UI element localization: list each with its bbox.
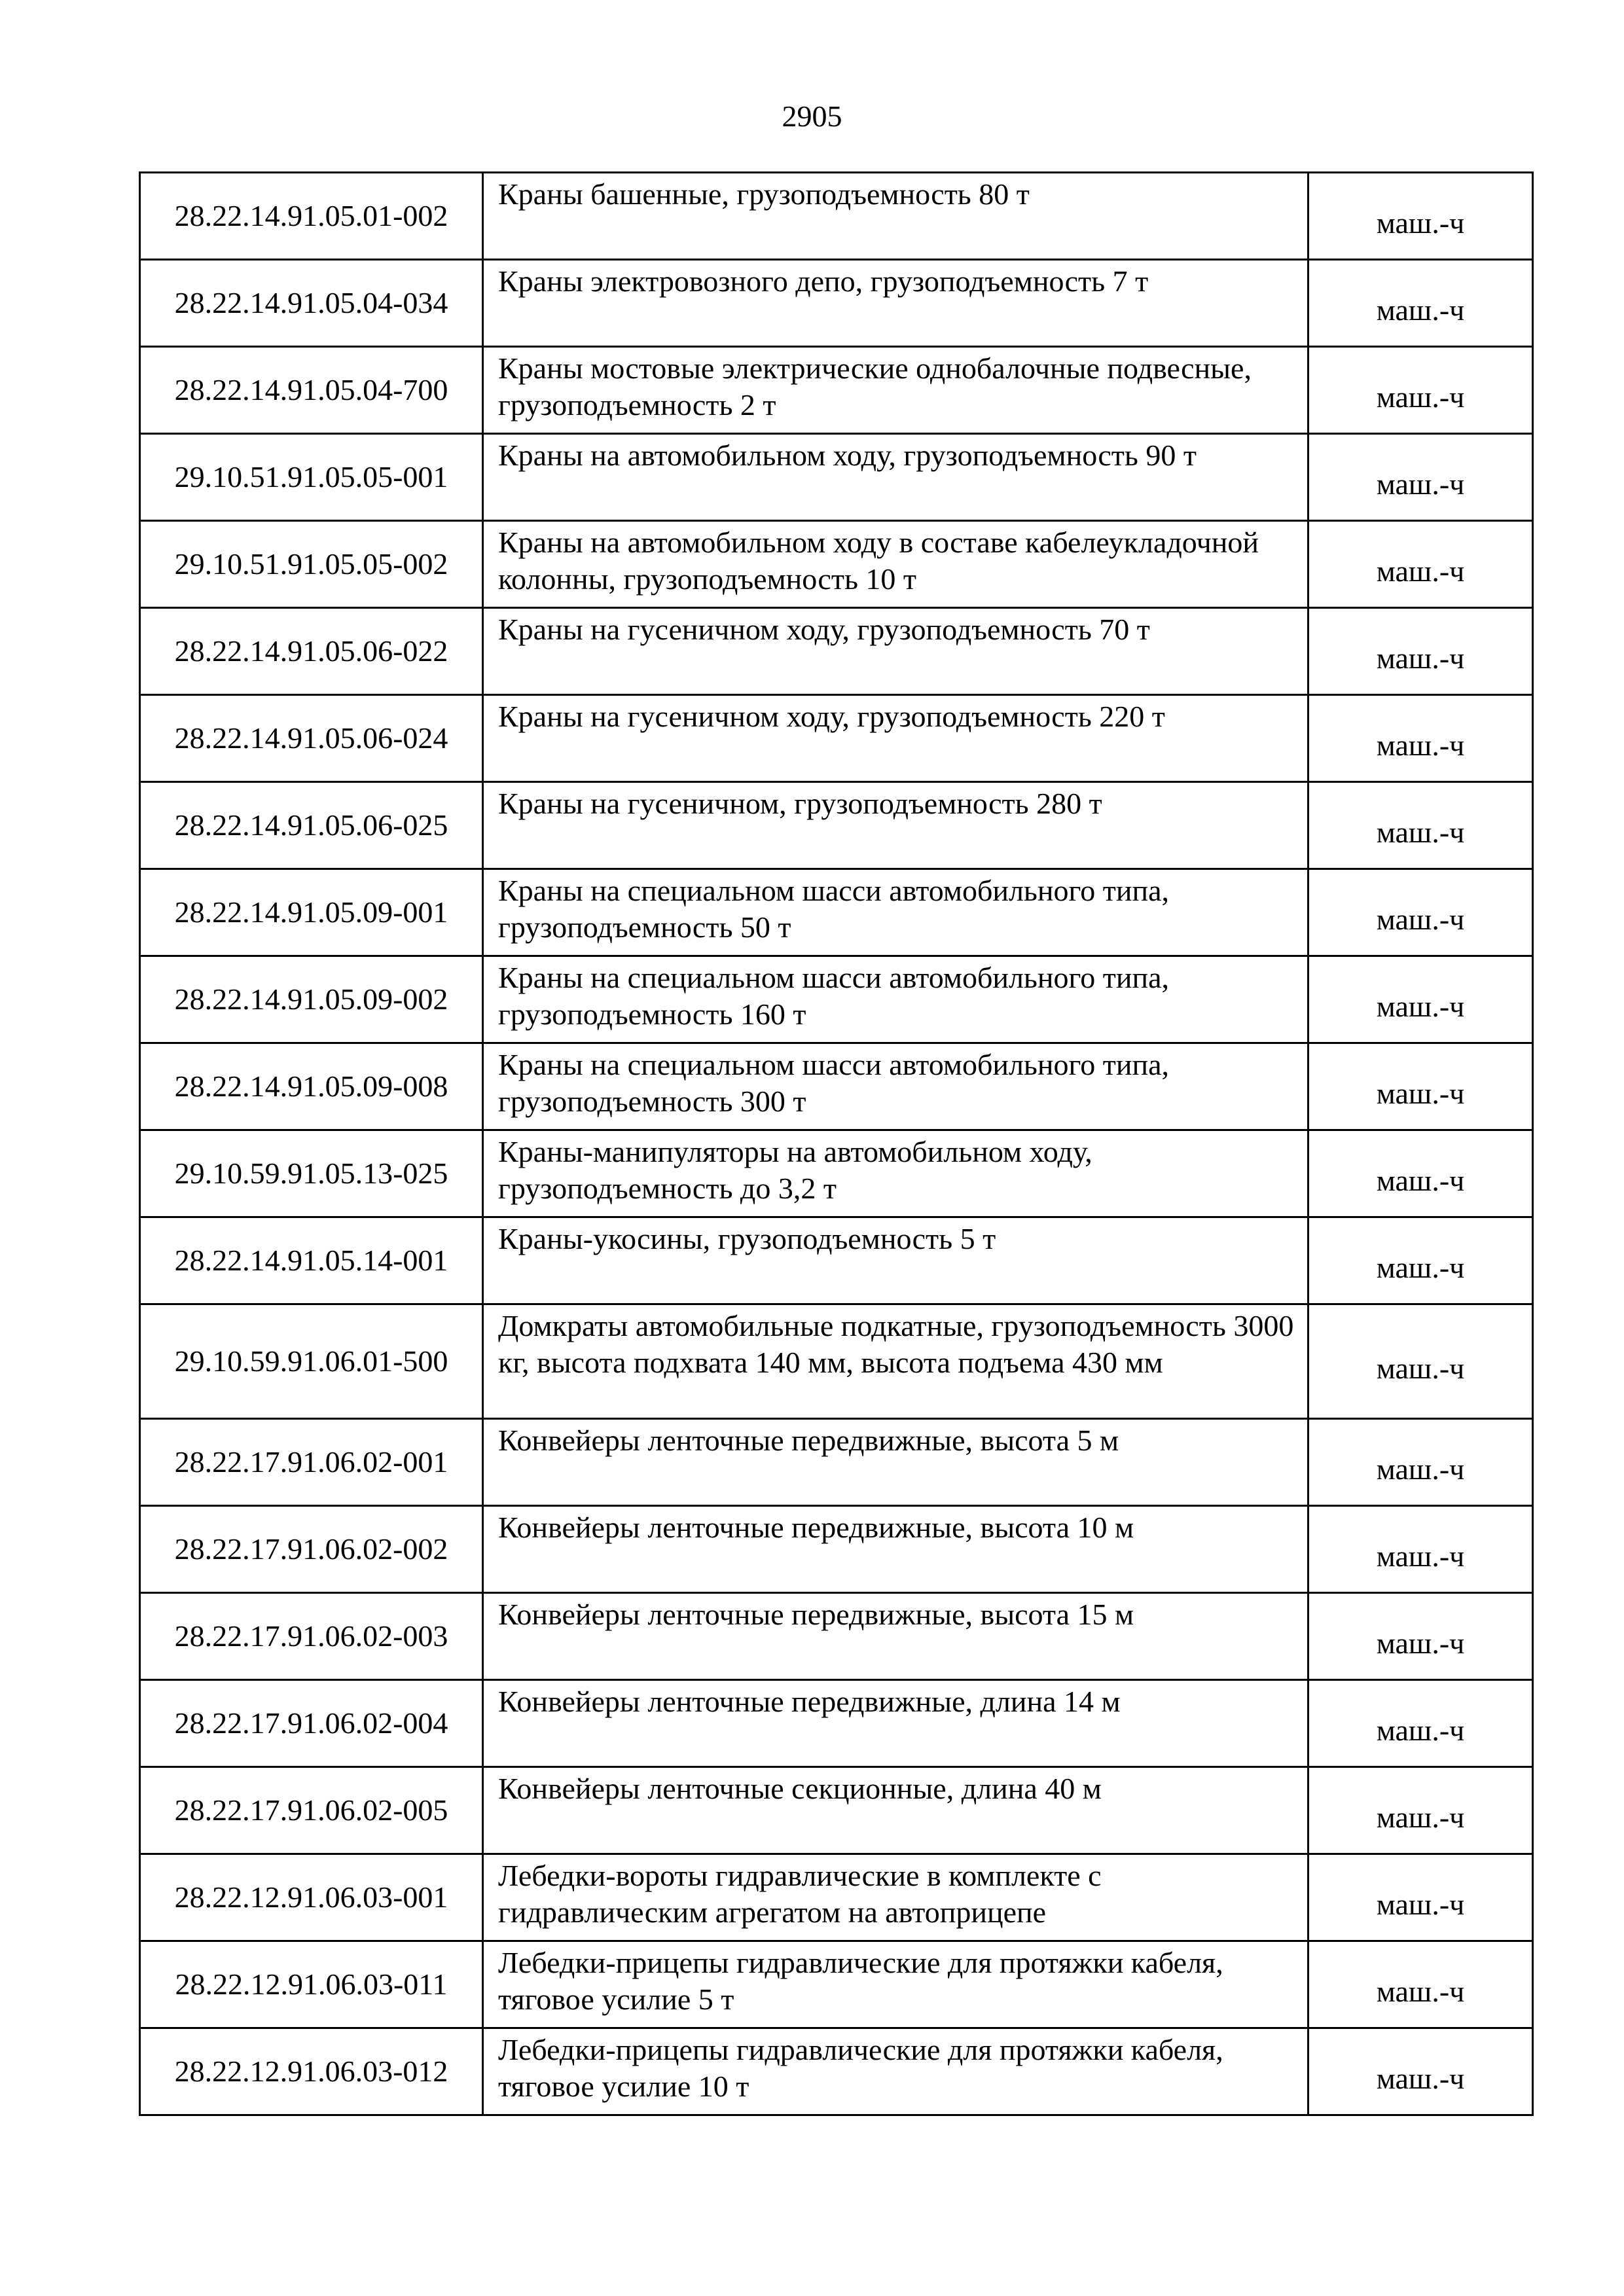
resource-code: 29.10.51.91.05.05-001 xyxy=(140,434,483,521)
page-number: 2905 xyxy=(782,99,842,133)
resource-code: 28.22.14.91.05.06-024 xyxy=(140,695,483,782)
unit-of-measure: маш.-ч xyxy=(1308,608,1533,695)
resource-description: Конвейеры ленточные передвижные, высота 5 м xyxy=(483,1419,1308,1506)
resource-code: 28.22.14.91.05.06-022 xyxy=(140,608,483,695)
resource-code: 28.22.17.91.06.02-001 xyxy=(140,1419,483,1506)
resource-description: Краны-манипуляторы на автомобильном ходу, грузоподъемность до 3,2 т xyxy=(483,1130,1308,1217)
resource-description: Краны на гусеничном ходу, грузоподъемность 70 т xyxy=(483,608,1308,695)
table-row xyxy=(140,695,1533,782)
unit-of-measure: маш.-ч xyxy=(1308,2028,1533,2115)
unit-of-measure: маш.-ч xyxy=(1308,1217,1533,1304)
unit-of-measure: маш.-ч xyxy=(1308,1767,1533,1854)
resource-description: Краны на автомобильном ходу, грузоподъемность 90 т xyxy=(483,434,1308,521)
unit-of-measure: маш.-ч xyxy=(1308,347,1533,434)
table-row xyxy=(140,1941,1533,2028)
unit-of-measure: маш.-ч xyxy=(1308,956,1533,1043)
resource-description: Краны мостовые электрические однобалочные подвесные, грузоподъемность 2 т xyxy=(483,347,1308,434)
unit-of-measure: маш.-ч xyxy=(1308,1854,1533,1941)
unit-of-measure: маш.-ч xyxy=(1308,1593,1533,1680)
unit-of-measure: маш.-ч xyxy=(1308,869,1533,956)
resource-description: Конвейеры ленточные передвижные, высота 15 м xyxy=(483,1593,1308,1680)
table-row xyxy=(140,434,1533,521)
table-row xyxy=(140,1506,1533,1593)
table-row xyxy=(140,347,1533,434)
resource-code: 28.22.14.91.05.09-001 xyxy=(140,869,483,956)
table-row xyxy=(140,1419,1533,1506)
resource-description: Краны электровозного депо, грузоподъемность 7 т xyxy=(483,260,1308,347)
resource-description: Краны на автомобильном ходу в составе кабелеукладочной колонны, грузоподъемность 10 т xyxy=(483,521,1308,608)
resource-code: 28.22.14.91.05.09-008 xyxy=(140,1043,483,1130)
resource-code: 28.22.12.91.06.03-001 xyxy=(140,1854,483,1941)
table-row xyxy=(140,1130,1533,1217)
unit-of-measure: маш.-ч xyxy=(1308,1043,1533,1130)
resource-code: 28.22.17.91.06.02-003 xyxy=(140,1593,483,1680)
resource-code: 28.22.12.91.06.03-011 xyxy=(140,1941,483,2028)
table-row xyxy=(140,869,1533,956)
unit-of-measure: маш.-ч xyxy=(1308,695,1533,782)
resource-description: Конвейеры ленточные передвижные, высота 10 м xyxy=(483,1506,1308,1593)
resource-description: Конвейеры ленточные секционные, длина 40 м xyxy=(483,1767,1308,1854)
resource-code: 28.22.14.91.05.04-034 xyxy=(140,260,483,347)
unit-of-measure: маш.-ч xyxy=(1308,1304,1533,1419)
resource-description: Лебедки-вороты гидравлические в комплекте с гидравлическим агрегатом на автоприцепе xyxy=(483,1854,1308,1941)
resource-code: 28.22.17.91.06.02-005 xyxy=(140,1767,483,1854)
resource-description: Краны-укосины, грузоподъемность 5 т xyxy=(483,1217,1308,1304)
unit-of-measure: маш.-ч xyxy=(1308,173,1533,260)
resource-description: Лебедки-прицепы гидравлические для протяжки кабеля, тяговое усилие 5 т xyxy=(483,1941,1308,2028)
unit-of-measure: маш.-ч xyxy=(1308,1680,1533,1767)
table-row xyxy=(140,1217,1533,1304)
resource-code: 28.22.14.91.05.01-002 xyxy=(140,173,483,260)
table-row xyxy=(140,521,1533,608)
resource-description: Краны на гусеничном, грузоподъемность 280 т xyxy=(483,782,1308,869)
resource-description: Краны на гусеничном ходу, грузоподъемность 220 т xyxy=(483,695,1308,782)
resource-description: Конвейеры ленточные передвижные, длина 14 м xyxy=(483,1680,1308,1767)
unit-of-measure: маш.-ч xyxy=(1308,1130,1533,1217)
machinery-table xyxy=(139,171,1534,2116)
resource-description: Краны на специальном шасси автомобильного типа, грузоподъемность 160 т xyxy=(483,956,1308,1043)
resource-code: 28.22.12.91.06.03-012 xyxy=(140,2028,483,2115)
resource-code: 28.22.14.91.05.04-700 xyxy=(140,347,483,434)
table-row xyxy=(140,782,1533,869)
table-row xyxy=(140,1854,1533,1941)
unit-of-measure: маш.-ч xyxy=(1308,1419,1533,1506)
unit-of-measure: маш.-ч xyxy=(1308,521,1533,608)
unit-of-measure: маш.-ч xyxy=(1308,782,1533,869)
table-row xyxy=(140,173,1533,260)
resource-code: 28.22.14.91.05.06-025 xyxy=(140,782,483,869)
table-body xyxy=(140,173,1533,2115)
resource-code: 29.10.59.91.05.13-025 xyxy=(140,1130,483,1217)
table-row xyxy=(140,1767,1533,1854)
table-row xyxy=(140,1043,1533,1130)
unit-of-measure: маш.-ч xyxy=(1308,1941,1533,2028)
resource-code: 29.10.59.91.06.01-500 xyxy=(140,1304,483,1419)
table-row xyxy=(140,1593,1533,1680)
resource-code: 29.10.51.91.05.05-002 xyxy=(140,521,483,608)
table-row xyxy=(140,1304,1533,1419)
unit-of-measure: маш.-ч xyxy=(1308,260,1533,347)
table-row xyxy=(140,260,1533,347)
resource-description: Краны башенные, грузоподъемность 80 т xyxy=(483,173,1308,260)
table-row xyxy=(140,2028,1533,2115)
unit-of-measure: маш.-ч xyxy=(1308,1506,1533,1593)
resource-description: Лебедки-прицепы гидравлические для протяжки кабеля, тяговое усилие 10 т xyxy=(483,2028,1308,2115)
resource-description: Краны на специальном шасси автомобильного типа, грузоподъемность 50 т xyxy=(483,869,1308,956)
table-row xyxy=(140,608,1533,695)
resource-description: Домкраты автомобильные подкатные, грузоподъемность 3000 кг, высота подхвата 140 мм, высота подъема 430 мм xyxy=(483,1304,1308,1419)
resource-code: 28.22.17.91.06.02-002 xyxy=(140,1506,483,1593)
table-row xyxy=(140,956,1533,1043)
resource-code: 28.22.17.91.06.02-004 xyxy=(140,1680,483,1767)
resource-description: Краны на специальном шасси автомобильного типа, грузоподъемность 300 т xyxy=(483,1043,1308,1130)
table-row xyxy=(140,1680,1533,1767)
unit-of-measure: маш.-ч xyxy=(1308,434,1533,521)
resource-code: 28.22.14.91.05.14-001 xyxy=(140,1217,483,1304)
resource-code: 28.22.14.91.05.09-002 xyxy=(140,956,483,1043)
